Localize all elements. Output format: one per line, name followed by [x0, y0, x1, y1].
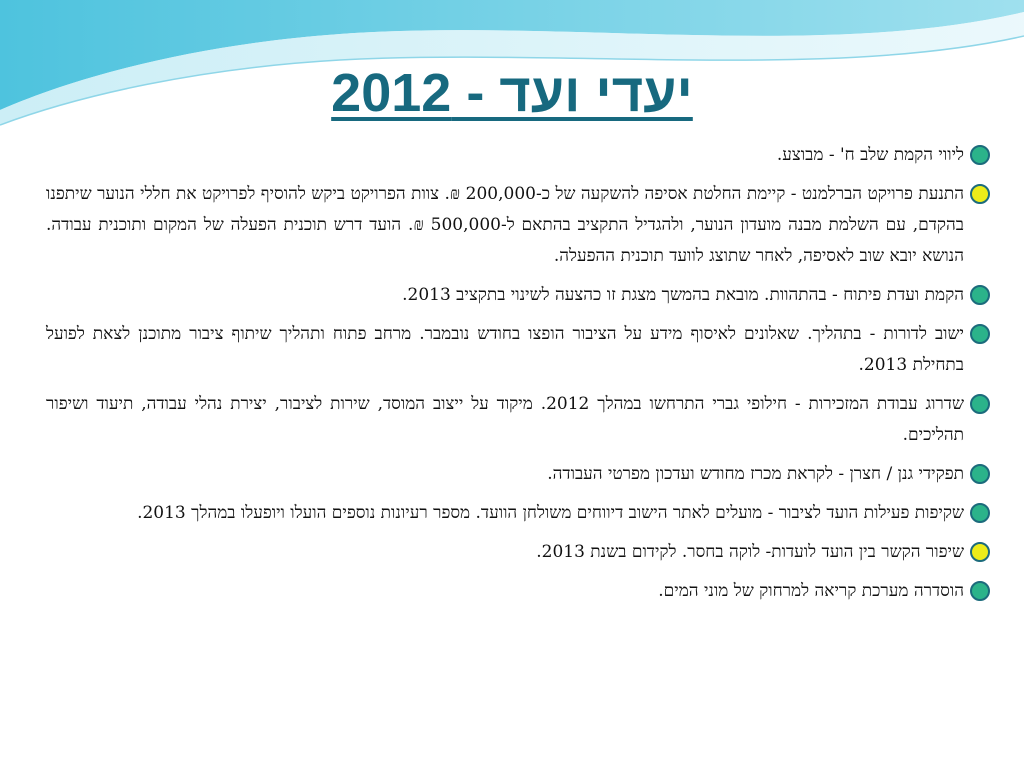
bullet-circle-icon: [970, 542, 990, 562]
bullet-circle-icon: [970, 503, 990, 523]
list-item-text: ישוב לדורות - בתהליך. שאלונים לאיסוף מידע על הציבור הופצו בחודש נובמבר. מרחב פתוח ותהליך שיתוף ציבור מתוכנן לצאת לפועל בתחילת 2013.: [46, 324, 964, 375]
list-item-text: ליווי הקמת שלב ח' - מבוצע.: [776, 145, 964, 165]
bullet-circle-icon: [970, 145, 990, 165]
bullet-list: [46, 140, 964, 615]
list-item-text: הקמת ועדת פיתוח - בהתהוות. מובאת בהמשך מצגת זו כהצעה לשינוי בתקציב 2013.: [402, 285, 964, 305]
page-title: יעדי ועד - 2012: [331, 63, 693, 123]
bullet-circle-icon: [970, 184, 990, 204]
list-item: [46, 459, 964, 490]
list-item: [46, 389, 964, 451]
bullet-circle-icon: [970, 285, 990, 305]
list-item: [46, 319, 964, 381]
bullet-circle-icon: [970, 581, 990, 601]
list-item: [46, 179, 964, 272]
list-item-text: שדרוג עבודת המזכירות - חילופי גברי התרחשו במהלך 2012. מיקוד על ייצוב המוסד, שירות לציבור, יצירת נהלי עבודה, תיעוד ושיפור תהליכים.: [46, 394, 964, 445]
bullet-circle-icon: [970, 464, 990, 484]
list-item: [46, 280, 964, 311]
bullet-circle-icon: [970, 324, 990, 344]
list-item: [46, 140, 964, 171]
list-item: [46, 576, 964, 607]
list-item-text: שקיפות פעילות הועד לציבור - מועלים לאתר הישוב דיווחים משולחן הוועד. מספר רעיונות נוספים הועלו ויופעלו במהלך 2013.: [137, 503, 964, 523]
list-item-text: התנעת פרויקט הברלמנט - קיימת החלטת אסיפה להשקעה של כ-200,000 ₪. צוות הפרויקט ביקש להוסיף לפרויקט את חללי הנוער שיתפנו בהקדם, עם השלמת מבנה מועדון הנוער, ולהגדיל התקציב בהתאם ל-500,000 ₪. הועד דרש תוכנית הפעלה של המקום ותוכנית עבודה. הנושא יובא שוב לאסיפה, לאחר שתוצג לוועד תוכנית ההפעלה.: [46, 184, 965, 266]
bullet-circle-icon: [970, 394, 990, 414]
list-item: [46, 498, 964, 529]
list-item: [46, 537, 964, 568]
list-item-text: הוסדרה מערכת קריאה למרחוק של מוני המים.: [658, 581, 964, 601]
list-item-text: תפקידי גנן / חצרן - לקראת מכרז מחודש ועדכון מפרטי העבודה.: [547, 464, 964, 484]
page-title-container: [0, 62, 1024, 124]
list-item-text: שיפור הקשר בין הועד לועדות- לוקה בחסר. לקידום בשנת 2013.: [536, 542, 964, 562]
